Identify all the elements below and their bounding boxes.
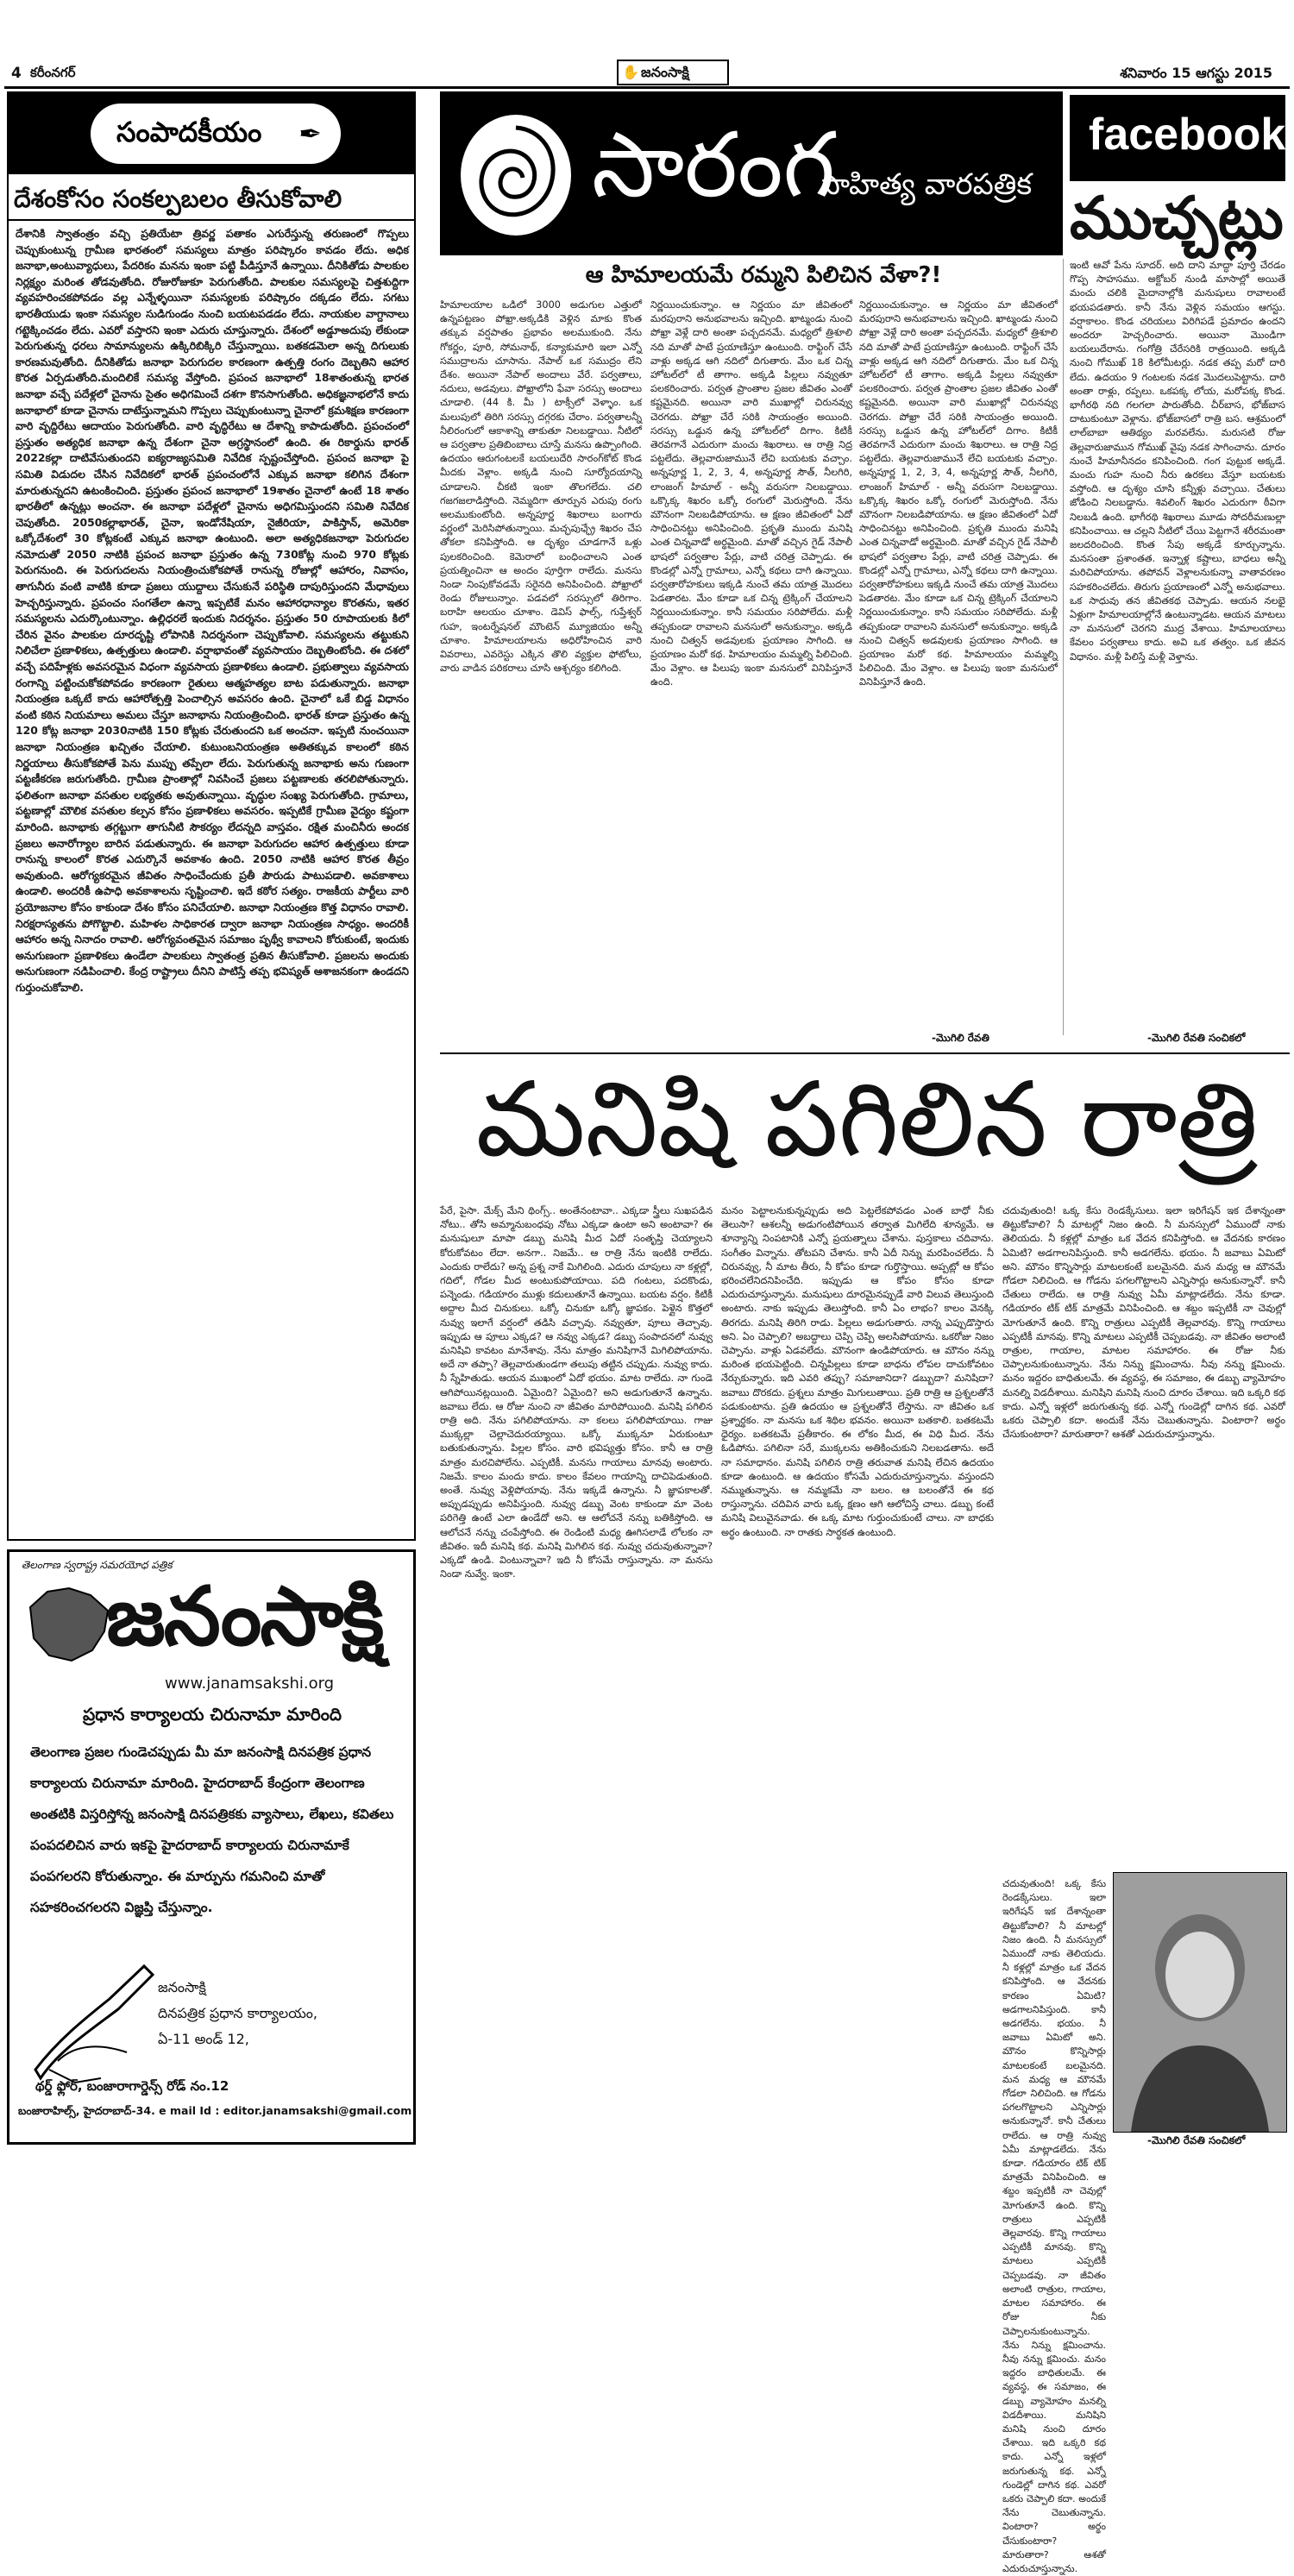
editorial-headline: దేశంకోసం సంకల్పబలం తీసుకోవాలి bbox=[14, 185, 342, 213]
notice-box bbox=[7, 1549, 416, 2145]
saranga-author: -మొగిలి రేవతి bbox=[932, 1032, 989, 1044]
notice-body: తెలంగాణ ప్రజల గుండెచప్పుడు మీ మా జనంసాక్షి దినపత్రిక ప్రధాన కార్యాలయ చిరునామా మారింది. హైదరాబాద్‌ కేంద్రంగా తెలంగాణ అంతటికి విస్తరిస్తోన్న జనంసాక్షి దినపత్రికకు వ్యాసాలు, లేఖలు, కవితలు పంపదలిచిన వారు ఇకపై హైదరాబాద్‌ కార్యాలయ చిరునామాకే పంపగలరని కోరుతున్నాం. ఈ మార్పును గమనించి మాతో సహకరించగలరని విజ్ఞప్తి చేస్తున్నాం. bbox=[30, 1744, 394, 1915]
editorial-label: సంపాదకీయం bbox=[116, 116, 262, 148]
masthead-title: జనంసాక్షి bbox=[641, 64, 689, 80]
notice-footer: బంజారాహిల్స్‌, హైదరాబాద్‌-34. e mail Id : editor.janamsakshi@gmail.com bbox=[18, 2104, 412, 2117]
facebook-author: -మొగిలి రేవతి సంచికలో bbox=[1147, 1032, 1246, 1044]
header-rule bbox=[4, 86, 1290, 89]
page-number: 4 bbox=[11, 65, 22, 82]
saranga-article-title: ఆ హిమాలయమే రమ్మని పిలిచిన వేళా?! bbox=[585, 262, 942, 288]
notice-title: ప్రధాన కార్యాలయ చిరునామా మారింది bbox=[82, 1704, 342, 1725]
saranga-col-3: నిర్ణయించుకున్నాం. ఆ నిర్ణయం మా జీవితంలో మరపురాని అనుభవాలను ఇచ్చింది. ఖాట్మండు నుంచి పోఖ్రా వెళ్లే దారి అంతా పచ్చదనమే. మధ్యలో త్రిశూలి నది మాతో పాటే ప్రయాణిస్తూ ఉంటుంది. రాఫ్టింగ్‌ చేసే వాళ్లు అక్కడ ఆగి నదిలో దిగుతారు. మేం ఒక చిన్న హోటల్‌లో టీ తాగాం. అక్కడి పిల్లలు నవ్వుతూ పలకరించారు. పర్వత ప్రాంతాల ప్రజల జీవితం ఎంతో కష్టమైనది. అయినా వారి ముఖాల్లో చిరునవ్వు చెరగదు. పోఖ్రా చేరే సరికి సాయంత్రం అయింది. సరస్సు ఒడ్డున ఉన్న హోటల్‌లో దిగాం. కిటికీ తెరవగానే ఎదురుగా మంచు శిఖరాలు. ఆ రాత్రి నిద్ర పట్టలేదు. తెల్లవారుజామునే లేచి బయటకు వచ్చాం. అన్నపూర్ణ 1, 2, 3, 4, అన్నపూర్ణ సౌత్‌, నీలగిరి, లాంజంగ్‌ హిమాల్‌ - అన్నీ వరుసగా నిలబడ్డాయి. ఒక్కొక్క శిఖరం ఒక్కో రంగులో మెరుస్తోంది. నేను మౌనంగా నిలబడిపోయాను. ఆ క్షణం జీవితంలో ఏదో సాధించినట్టు అనిపించింది. ప్రకృతి ముందు మనిషి ఎంత చిన్నవాడో అర్థమైంది. మాతో వచ్చిన గైడ్‌ నేపాలీ భాషలో పర్వతాల పేర్లు, వాటి చరిత్ర చెప్పాడు. ఈ కొండల్లో ఎన్నో గ్రామాలు, ఎన్నో కథలు దాగి ఉన్నాయి. పర్వతారోహకులు ఇక్కడి నుంచే తమ యాత్ర మొదలు పెడతారట. మేం కూడా ఒక చిన్న ట్రెక్కింగ్‌ చేయాలని నిర్ణయించుకున్నాం. కానీ సమయం సరిపోలేదు. మళ్లీ తప్పకుండా రావాలని మనసులో అనుకున్నాం. అక్కడి నుంచి చిత్వన్‌ అడవులకు ప్రయాణం సాగింది. ఆ ప్రయాణం మరో కథ. హిమాలయం మమ్మల్ని పిలిచింది. మేం వెళ్లాం. ఆ పిలుపు ఇంకా మనసులో వినిపిస్తూనే ఉంది. bbox=[859, 299, 1058, 688]
story-col-2: మనం పెట్టాలనుకున్నప్పుడు అది పెట్టలేకపోవడం ఎంత బాధో నీకు తెలుసా? ఆశలన్నీ అడుగంటిపోయిన తర్వాత మిగిలేది శూన్యమే. ఆ శూన్యాన్ని నింపటానికి ఎన్నో ప్రయత్నాలు చేశాను. పుస్తకాలు చదివాను. సంగీతం విన్నాను. తోటపని చేశాను. కానీ ఏదీ నిన్ను మరపించలేదు. నీ చిరునవ్వు, నీ మాట తీరు, నీ కోపం కూడా గుర్తొస్తాయి. అప్పట్లో ఆ కోపం భరించలేనిదనిపించేది. ఇప్పుడు ఆ కోపం కోసం కూడా ఎదురుచూస్తున్నాను. మనుషులు దూరమైనప్పుడే వారి విలువ తెలుస్తుంది అంటారు. నాకు ఇప్పుడు తెలుస్తోంది. కానీ ఏం లాభం? కాలం వెనక్కి తిరగదు. మనిషి తిరిగి రాడు. పిల్లలు అడుగుతారు. నాన్న ఎప్పుడొస్తారు అని. ఏం చెప్పాలి? అబద్ధాలు చెప్పి చెప్పి అలసిపోయాను. ఒకరోజు నిజం చెప్పాను. వాళ్లు ఏడవలేదు. మౌనంగా ఉండిపోయారు. ఆ మౌనం నన్ను మరింత భయపెట్టింది. చిన్నపిల్లలు కూడా బాధను లోపల దాచుకోవటం నేర్చుకున్నారు. ఇది ఎవరి తప్పు? సమాజానిదా? డబ్బుదా? మనిషిదా? జవాబు దొరకదు. ప్రశ్నలు మాత్రం మిగులుతాయి. ప్రతి రాత్రి ఆ ప్రశ్నలతోనే పడుకుంటాను. ప్రతి ఉదయం ఆ ప్రశ్నలతోనే లేస్తాను. నా జీవితం ఒక ప్రశ్నార్థకం. నా మనసు ఒక శిథిల భవనం. అయినా బతకాలి. బతకటమే ధైర్యం. బతకటమే ప్రతీకారం. ఈ లోకం మీద, ఈ విధి మీద. నేను ఓడిపోను. పగిలినా సరే, ముక్కలను అతికించుకుని నిలబడతాను. అదే నా సమాధానం. మనిషి పగిలిన రాత్రి తరువాత మనిషి లేచిన ఉదయం కూడా ఉంటుంది. ఆ ఉదయం కోసమే ఎదురుచూస్తున్నాను. వస్తుందని నమ్ముతున్నాను. ఆ నమ్మకమే నా బలం. ఆ బలంతోనే ఈ కథ రాస్తున్నాను. చదివిన వారు ఒక్క క్షణం ఆగి ఆలోచిస్తే చాలు. డబ్బు కంటే మనిషి విలువైనవాడు. ఈ ఒక్క మాట గుర్తుంచుకుంటే చాలు. నా బాధకు అర్థం ఉంటుంది. నా రాతకు సార్థకత ఉంటుంది. bbox=[721, 1205, 994, 1538]
telangana-map-icon bbox=[22, 1581, 116, 1668]
author-caption: -మొగిలి రేవతి సంచికలో bbox=[1147, 2134, 1246, 2146]
editorial-headline-rule bbox=[9, 219, 414, 221]
notice-logo: జనంసాక్షి bbox=[106, 1569, 383, 1664]
editorial-label-bar bbox=[9, 93, 414, 174]
address-line: థర్డ్‌ ఫ్లోర్‌, బంజారాగార్డెన్స్‌ రోడ్‌ నం.12 bbox=[35, 2078, 229, 2094]
notice-website: www.janamsakshi.org bbox=[165, 1674, 335, 1693]
story-col-3: చదువుతుంది! ఒక్క కేసు రెండక్కేసులు. ఇలా ఇరిగేషన్‌ ఇక దేశాన్నంతా తిట్టుకోవాలి? నీ మాటల్లో నిజం ఉంది. నీ మనస్సులో ఏముందో నాకు తెలియదు. నీ కళ్లల్లో మాత్రం ఒక వేదన కనిపిస్తోంది. ఆ వేదనకు కారణం ఏమిటి? అడగాలనిపిస్తుంది. కానీ అడగలేను. భయం. నీ జవాబు ఏమిటో అని. మౌనం కొన్నిసార్లు మాటలకంటే బలమైనది. మన మధ్య ఆ మౌనమే గోడలా నిలిచింది. ఆ గోడను పగలగొట్టాలని ఎన్నిసార్లు అనుకున్నానో. కానీ చేతులు రాలేదు. ఆ రాత్రి నువ్వు ఏమీ మాట్లాడలేదు. నేను కూడా. గడియారం టిక్‌ టిక్‌ మాత్రమే వినిపించింది. ఆ శబ్దం ఇప్పటికీ నా చెవుల్లో మోగుతూనే ఉంది. కొన్ని రాత్రులు ఎప్పటికీ తెల్లవారవు. కొన్ని గాయాలు ఎప్పటికీ మానవు. కొన్ని మాటలు ఎప్పటికీ చెప్పబడవు. నా జీవితం అలాంటి రాత్రుల, గాయాల, మాటల సమాహారం. ఈ రోజు నీకు చెప్పాలనుకుంటున్నాను. నేను నిన్ను క్షమించాను. నీవు నన్ను క్షమించు. మనం ఇద్దరం బాధితులమే. ఈ వ్యవస్థ, ఈ సమాజం, ఈ డబ్బు వ్యామోహం మనల్ని విడదీశాయి. మనిషిని మనిషి నుంచి దూరం చేశాయి. ఇది ఒక్కరి కథ కాదు. ఎన్నో ఇళ్లలో జరుగుతున్న కథ. ఎన్నో గుండెల్లో దాగిన కథ. ఎవరో ఒకరు చెప్పాలి కదా. అందుకే నేను చెబుతున్నాను. వింటారా? అర్థం చేసుకుంటారా? మారుతారా? ఆశతో ఎదురుచూస్తున్నాను. bbox=[1002, 1205, 1285, 1441]
story-headline: మనిషి పగిలిన రాత్రి bbox=[475, 1060, 1259, 1180]
facebook-body: ఇంటి ఆవో పేను సూదర్‌. అది దాని మాద్ధా పూర్తి చేరడం గొప్ప సాహసము. అక్టోబర్‌ నుండి మాసాల్లో అయితే మంచు చలికి మైదానాల్లోకి మనుషులు రావాలంటే భయపడతారు. కానీ నేను వెళ్లిన సమయం ఆగస్టు. వర్షాకాలం. కొండ చరియలు విరిగిపడే ప్రమాదం ఉందని అందరూ హెచ్చరించారు. అయినా మొండిగా బయలుదేరాను. గంగోత్రి చేరేసరికి రాత్రయింది. అక్కడి నుంచి గోముఖ్‌ 18 కిలోమీటర్లు. నడక తప్ప మరో దారి లేదు. ఉదయం 9 గంటలకు నడక మొదలుపెట్టాను. దారి అంతా రాళ్లు, రప్పలు. ఒకపక్క లోయ, మరోపక్క కొండ. భాగీరథి నది గలగలా పారుతోంది. చీర్‌బాస, భోజ్‌బాస దాటుకుంటూ వెళ్లాను. భోజ్‌బాసలో రాత్రి బస. ఆశ్రమంలో లాల్‌బాబా ఆతిథ్యం మరవలేను. మరుసటి రోజు తెల్లవారుజామున గోముఖ్‌ వైపు నడక సాగించాను. దూరం నుంచే హిమానీనదం కనిపించింది. గంగ పుట్టుక అక్కడే. మంచు గుహ నుంచి నీరు ఉరకలు వేస్తూ బయటకు వస్తోంది. ఆ దృశ్యం చూసి కన్నీళ్లు వచ్చాయి. చేతులు జోడించి నిలబడ్డాను. శివలింగ్‌ శిఖరం ఎదురుగా ఠీవిగా నిలబడి ఉంది. భాగీరథి శిఖరాలు మూడు సోదరీమణుల్లా కనిపించాయి. ఆ చల్లని నీటిలో చేయి పెట్టగానే శరీరమంతా జలదరించింది. కొంత సేపు అక్కడే కూర్చున్నాను. మనసంతా ప్రశాంతత. ఇన్నాళ్ల కష్టాలు, బాధలు అన్నీ మరిచిపోయాను. తపోవన్‌ వెళ్లాలనుకున్నా వాతావరణం సహకరించలేదు. తిరుగు ప్రయాణంలో ఎన్నో అనుభవాలు. ఒక సాధువు తన జీవితకథ చెప్పాడు. ఆయన నలభై ఏళ్లుగా హిమాలయాల్లోనే ఉంటున్నాడట. ఆయన మాటలు నా మనసులో చెరగని ముద్ర వేశాయి. హిమాలయాలు కేవలం పర్వతాలు కాదు. అవి ఒక తత్వం. ఒక జీవన విధానం. మళ్లీ పిలిస్తే మళ్లీ వెళ్తాను. bbox=[1070, 260, 1285, 663]
column-divider bbox=[1063, 259, 1064, 1035]
saranga-col-1: హిమాలయాల ఒడిలో 3000 అడుగుల ఎత్తులో ఉన్నపట్టణం పోఖ్రా.అక్కడికి వెళ్లిన మాకు కొంత తక్కువ వర్షపాతం ప్రభావం అలముకుంది. నేను గోకర్ణం, పూరి, సోమనాథ్‌, కన్యాకుమారి ఇలా ఎన్నో సముద్రాలను చూసాను. నేపాల్‌ ఒక సముద్రం లేని దేశం. అయినా నేపాల్‌ అందాలు వేరే. పర్వతాలు, నదులు, అడవులు. పోఖ్రాలోని ఫేవా సరస్సు అందాలు చూడాలి. (44 కి. మీ ) టాక్సీలో వెళ్ళాం. ఒక మలుపులో తిరిగి సరస్సు దగ్గరకు చేరాం. పర్వతాలన్నీ నీలిరంగులో ఆకాశాన్ని తాకుతూ నిలబడ్డాయి. నీటిలో ఆ పర్వతాల ప్రతిబింబాలు చూస్తే మనసు ఉప్పొంగింది. ఉదయం ఆరుగంటలకే బయలుదేరి సారంగ్‌కోట్‌ కొండ మీదకు వెళ్లాం. అక్కడి నుంచి సూర్యోదయాన్ని చూడాలని. చీకటి ఇంకా తొలగలేదు. చలి గజగజలాడిస్తోంది. నెమ్మదిగా తూర్పున ఎరుపు రంగు అలముకుంటోంది. అన్నపూర్ణ శిఖరాలు బంగారు వర్ణంలో మెరిసిపోతున్నాయి. మచ్ఛపుఛ్ఛ్రే శిఖరం చేప తోకలా కనిపిస్తోంది. ఆ దృశ్యం చూడగానే ఒళ్లు పులకరించింది. కెమెరాలో బంధించాలని ఎంత ప్రయత్నించినా ఆ అందం పూర్తిగా రాలేదు. మనసు నిండా నింపుకోవడమే సరైనది అనిపించింది. పోఖ్రాలో రెండు రోజులున్నాం. పడవలో సరస్సులో తిరిగాం. బరాహి ఆలయం చూశాం. డెవిస్‌ ఫాల్స్‌, గుప్తేశ్వర్‌ గుహ, ఇంటర్నేషనల్‌ మౌంటెన్‌ మ్యూజియం అన్నీ చూశాం. హిమాలయాలను అధిరోహించిన వారి వివరాలు, ఎవరెస్టు ఎక్కిన తొలి వ్యక్తుల ఫోటోలు, వారు వాడిన పరికరాలు చూసి ఆశ్చర్యం కలిగింది. bbox=[440, 299, 642, 675]
facebook-logo-text: facebook bbox=[1089, 110, 1286, 160]
pen-icon: ✒ bbox=[298, 117, 322, 150]
paper-masthead bbox=[617, 60, 729, 85]
address-line: ఏ-11 అండ్‌ 12, bbox=[158, 2031, 249, 2047]
story-col-3-tail: చదువుతుంది! ఒక్క కేసు రెండక్కేసులు. ఇలా ఇరిగేషన్‌ ఇక దేశాన్నంతా తిట్టుకోవాలి? నీ మాటల్లో నిజం ఉంది. నీ మనస్సులో ఏముందో నాకు తెలియదు. నీ కళ్లల్లో మాత్రం ఒక వేదన కనిపిస్తోంది. ఆ వేదనకు కారణం ఏమిటి? అడగాలనిపిస్తుంది. కానీ అడగలేను. భయం. నీ జవాబు ఏమిటో అని. మౌనం కొన్నిసార్లు మాటలకంటే బలమైనది. మన మధ్య ఆ మౌనమే గోడలా నిలిచింది. ఆ గోడను పగలగొట్టాలని ఎన్నిసార్లు అనుకున్నానో. కానీ చేతులు రాలేదు. ఆ రాత్రి నువ్వు ఏమీ మాట్లాడలేదు. నేను కూడా. గడియారం టిక్‌ టిక్‌ మాత్రమే వినిపించింది. ఆ శబ్దం ఇప్పటికీ నా చెవుల్లో మోగుతూనే ఉంది. కొన్ని రాత్రులు ఎప్పటికీ తెల్లవారవు. కొన్ని గాయాలు ఎప్పటికీ మానవు. కొన్ని మాటలు ఎప్పటికీ చెప్పబడవు. నా జీవితం అలాంటి రాత్రుల, గాయాల, మాటల సమాహారం. ఈ రోజు నీకు చెప్పాలనుకుంటున్నాను. నేను నిన్ను క్షమించాను. నీవు నన్ను క్షమించు. మనం ఇద్దరం బాధితులమే. ఈ వ్యవస్థ, ఈ సమాజం, ఈ డబ్బు వ్యామోహం మనల్ని విడదీశాయి. మనిషిని మనిషి నుంచి దూరం చేశాయి. ఇది ఒక్కరి కథ కాదు. ఎన్నో ఇళ్లలో జరుగుతున్న కథ. ఎన్నో గుండెల్లో దాగిన కథ. ఎవరో ఒకరు చెప్పాలి కదా. అందుకే నేను చెబుతున్నాను. వింటారా? అర్థం చేసుకుంటారా? మారుతారా? ఆశతో ఎదురుచూస్తున్నాను. bbox=[1002, 1878, 1106, 2574]
author-photo bbox=[1113, 1872, 1287, 2133]
address-line: దినపత్రిక ప్రధాన కార్యాలయం, bbox=[158, 2005, 318, 2021]
newspaper-logo-icon: ✋ bbox=[622, 64, 639, 80]
page-header bbox=[4, 56, 1290, 91]
section-name: కరీంనగర్ bbox=[30, 65, 76, 80]
facebook-logo bbox=[1070, 95, 1285, 181]
facebook-heading: ముచ్చట్లు bbox=[1070, 185, 1284, 253]
issue-date: శనివారం 15 ఆగస్టు 2015 bbox=[1120, 65, 1272, 81]
editorial-body: దేశానికి స్వాతంత్రం వచ్చి ప్రతియేటా త్రివర్ణ పతాకం ఎగురేస్తున్న తరుణంలో గొప్పలు చెప్పుకుంటున్న గ్రామీణ భారతంలో సమస్యలు మాత్రం పరిష్కారం కావడం లేదు. అధిక జనాభా,అంటువ్యాధులు, పేదరికం మనను ఇంకా పట్టి పీడిస్తూనే ఉన్నాయి. దీనికితోడు పాలకుల నిర్లక్ష్యం మరింత తోడవుతోంది. రోజురోజుకూ పెరుగుతోంది. పాలకుల సమస్యలపై చిత్తశుద్దిగా వ్యవహరించకపోవడం వల్ల ఎన్నేళ్ళయినా సమస్యలకు పరిష్కారం దక్కడం లేదు. సగటు భారతీయుడు ఇంకా సమస్యల సుడిగుండం నుంచి బయటపడడం లేదు. నాయకుల వాగ్దానాలు గట్టెక్కించడం లేదు. ఎవరో వస్తారని ఇంకా ఎదురు చూస్తున్నారు. దేశంలో అడ్డూఅదుపు లేకుండా పెరుగుతున్న ధరలు సామాన్యులను ఉక్కిరిబిక్కిరి చేస్తున్నాయి. బతకడమెలా అన్న దిగులుకు కారణమవుతోంది. దీనికితోడు జనాభా పెరుగుదల కారణంగా ఉత్పత్తి రంగం దెబ్బతిని ఆహార కొరత ఏర్పడుతోంది.మందిలికే సమస్య వేస్తోంది. ప్రపంచ జనాభాలో 18శాతంతున్న భారత జనాభా వచ్చే పదేళ్లలో చైనాను సైతం అధిగమించే దశగా కొనసాగుతోంది. అధికజ్ఞనాభలోనే కాదు జనాభాలో కూడా చైనాను దాటేస్తున్నామని గొప్పలు చెప్పుకుంటున్నా చైనాలో క్రమశిక్షణ కారణంగా వారి వృద్దిరేటు ఆదాయం పెరుగుతోంది. వారి వృద్ధిరేటు ఆ దేశాన్ని కాపాడుతోంది. ప్రపంచంలో ప్రస్తుతం అత్యధిక జనాభా ఉన్న దేశంగా చైనా అగ్రస్థానంలో ఉంది. ఈ రికార్డును భారత్‌ 2022కల్లా దాటివేసుతుందని ఐక్యరాజ్యసమితి నివేదిక స్పష్టంచేస్తోంది. ప్రపంచ జనాభా పై సమితి విడుదల చేసిన నివేదికలో భారత్‌ ప్రపంచంలోనే ఎక్కువ జనాభా కలిగిన దేశంగా మారుతున్నదని ఉటంకించింది. ప్రస్తుతం ప్రపంచ జనాభాలో 19శాతం చైనాలో ఉంటే 18 శాతం భారతీలో ఉన్నట్లు అంచనా. ఈ జనాభా పదేళ్లలో చైనాను అధిగమిస్తుందని సమితి నివేదిక చెపుతోంది. 2050కల్లాభారత్‌, చైనా, ఇండోనేషియా, నైజీరియా, పాకిస్తాన్‌, అమెరికా ఒక్కోదేశంలో 30 కోట్లకంటే ఎక్కువ జనాభా ఉంటుంది. అలా అత్యధికజనాభా పెరుగుదల నమోదుతో 2050 నాటికి ప్రపంచ జనాభా ప్రస్తుతం ఉన్న 730కోట్ల నుంచి 970 కోట్లకు పెరుగనుంది. ఈ పెరుగుదలను నియంత్రించుకోకపోతే రానున్న రోజుల్లో ఆహారం, నివాసం, తాగునీరు వంటి వాటికి కూడా ప్రజలు యుద్దాలు చేసుకునే పరిస్థితి దాపురిస్తుందని మేధావులు హెచ్చరిస్తున్నారు. ప్రపంచం సంగతేలా ఉన్నా ఇప్పటికే మనం ఆహారధాన్యాల కొరతను, ఇతర సమస్యలను ఎదుర్కొంటున్నాం. ఉల్లిధరలే ఇందుకు నిదర్శనం. ప్రస్తుతం 50 రూపాయలకు కిలో చేరిన వైనం పాలకుల దూరదృష్టి లోపానికి నిదర్శనంగా చెప్పుకోవాలి. సమస్యలను తట్టుకుని నిలిచేలా ప్రణాళికలు, ఉత్పత్తులు ఉండాలి. వర్షాభావంతో వ్యవసాయం దెబ్బతింటోంది. ఈ దశలో వచ్చే పదిహేళ్లకు అవసరమైన విధంగా వ్యవసాయ ప్రణాళికలు ఉండాలి. ప్రభుత్వాలు వ్యవసాయ రంగాన్ని పట్టించుకోకపోవడం కారణంగా రైతులు ఆత్మహత్యల బాట పడుతున్నారు. జనాభా నియంత్రణ ఒక్కటే కాదు ఆహారోత్పత్తి పెంచాల్సిన అవసరం ఉంది. చైనాలో ఒకే బిడ్డ విధానం వంటి కఠిన నియమాలు అమలు చేస్తూ జనాభాను నియంత్రించింది. భారత్‌ కూడా ప్రస్తుతం ఉన్న 120 కోట్ల జనాభా 2030నాటికి 150 కోట్లకు చేరుతుందని ఒక అంచనా. ఇప్పటి నుంచయినా జనాభా నియంత్రణ ఖచ్చితం చేయాలి. కుటుంబనియంత్రణ అతితక్కువ కాలంలో కఠిన నిర్ణయాలు తీసుకోకపోతే పెను ముప్పు తప్పేలా లేదు. పెరుగుతున్న జనాభాకు అను గుణంగా పట్టణీకరణ జరుగుతోంది. గ్రామీణ ప్రాంతాల్లో నివసించే ప్రజలు పట్టణాలకు తరలిపోతున్నారు. ఫలితంగా జనాభా వసతుల లభ్యతకు అవుతున్నాయి. వృద్ధుల సంఖ్య పెరుగుతోంది. గ్రామాలు, పట్టణాల్లో మౌలిక వసతుల కల్పన కోసం ప్రణాళికలు అవసరం. ఇప్పటికే గ్రామీణ వైద్యం కష్టంగా మారింది. జనాభాకు తగ్గట్టుగా తాగునీటి సౌకర్యం లేదన్నది వాస్తవం. రక్షిత మంచినీరు అందక ప్రజలు అనారోగ్యాల బారిన పడుతున్నారు. ఈ జనాభా పెరుగుదల ఆహార ఉత్పత్తులు కూడా రానున్న కాలంలో కొరత ఎదుర్కొనే అవకాశం ఉంది. 2050 నాటికి ఆహార కొరత తీవ్రం అవుతుంది. ఆరోగ్యకరమైన జీవితం సాధించేందుకు ప్రతీ పౌరుడు పాటుపడాలి. అవకాశాలు ఉండాలి. అందరికీ ఉపాధి అవకాశాలను సృష్టించాలి. ఇదే కఠోర సత్యం. రాజకీయ పార్టీలు వారి ప్రయోజనాల కోసం కాకుండా దేశం కోసం పనిచేయాలి. జనాభా నియంత్రణ కొత్త విధానం రావాలి. నిరక్షరాస్యతను పోగొట్టాలి. మహిళల సాధికారత ద్వారా జనాభా నియంత్రణ సాధ్యం. అందరికీ ఆహారం అన్న నినాదం రావాలి. ఆరోగ్యవంతమైన సమాజం పృథ్వీ కావాలని కోరుకుంటే, ఇందుకు అనుగుణంగా ప్రణాళికలు ఉండేలా పాలకులు స్వాతంత్ర ప్రతిన తీసుకోవాలి. ప్రజలను అందుకు అనుగుణంగా నడిపించాలి. కేంద్ర రాష్ట్రాలు దీనిని పాటిస్తే తప్ప భవిష్యత్‌ ఆశాజనకంగా ఉండదని గుర్తుంచుకోవాలి. bbox=[16, 227, 409, 994]
spiral-logo-icon bbox=[455, 110, 576, 240]
editorial-box bbox=[7, 91, 416, 1541]
author-portrait-icon bbox=[1114, 1873, 1286, 2132]
saranga-title: సారంగ bbox=[592, 112, 836, 217]
story-col-1: పేరే, పైసా. మేక్స్‌ మేని థింగ్స్‌.. అంతేనంటావా.. ఎక్కడా స్త్రీలు సుఖపడిన నోటు.. తోసి అమ్మానుబంధపు నోటు ఎక్కడా ఉంటా అని అంటావా? ఈ మనుషులూ మాపా డబ్బు మనిషి మీద ఏదో సంతృప్తి చెయ్యాలని కోరుకోవటం లేదా. అనగా.. నిజమే.. ఆ రాత్రి నేను ఇంటికి రాలేదు. ఎందుకు రాలేదు? అన్న ప్రశ్న నాకే మిగిలింది. ఎదురు చూపులు నా కళ్లల్లో, గదిలో, గోడల మీద అంటుకుపోయాయి. పది గంటలు, పదకొండు, పన్నెండు. గడియారం ముళ్లు కదులుతూనే ఉన్నాయి. బయట వర్షం. కిటికీ అద్దాల మీద చినుకులు. ఒక్కో చినుకూ ఒక్కో జ్ఞాపకం. పెళ్లైన కొత్తలో నువ్వు ఇలాగే వర్షంలో తడిసి వచ్చావు. నవ్వుతూ, పూలు తెచ్చావు. ఇప్పుడు ఆ పూలు ఎక్కడ? ఆ నవ్వు ఎక్కడ? డబ్బు సంపాదనలో నువ్వు మనిషివి కావటం మానేశావు. నేను మాత్రం మనిషిగానే మిగిలిపోయాను. అదే నా తప్పా? తెల్లవారుతుండగా తలుపు తట్టిన చప్పుడు. నువ్వు కాదు. నీ స్నేహితుడు. ఆయన ముఖంలో ఏదో భయం. మాట రాలేదు. నా గుండె ఆగిపోయినట్లయింది. ఏమైంది? ఏమైంది? అని అడుగుతూనే ఉన్నాను. జవాబు లేదు. ఆ రోజు నుంచి నా జీవితం మారిపోయింది. మనిషి పగిలిన రాత్రి అది. నేను పగిలిపోయాను. నా కలలు పగిలిపోయాయి. గాజు ముక్కల్లా చెల్లాచెదురయ్యాయి. ఒక్కో ముక్కనూ ఏరుకుంటూ బతుకుతున్నాను. పిల్లల కోసం. వారి భవిష్యత్తు కోసం. కానీ ఆ రాత్రి మాత్రం మరచిపోలేను. ఎప్పటికీ. మనసు గాయాలు మానవు అంటారు. నిజమే. కాలం మందు కాదు. కాలం కేవలం గాయాన్ని దాచిపెడుతుంది. అంతే. నువ్వు వెళ్లిపోయావు. నేను ఇక్కడే ఉన్నాను. నీ జ్ఞాపకాలతో. అప్పుడప్పుడు అనిపిస్తుంది. నువ్వు డబ్బు వెంట కాకుండా మా వెంట పరిగెత్తి ఉంటే ఎలా ఉండేదో అని. ఆ ఆలోచనే నన్ను బతికిస్తోంది. ఆ ఆలోచనే నన్ను చంపేస్తోంది. ఈ రెండింటి మధ్య ఊగిసలాడే లోలకం నా జీవితం. ఇదీ మనిషి కథ. మనిషి మిగిలిన కథ. నువ్వు చదువుతున్నావా? ఎక్కడో ఉండి. వింటున్నావా? ఇది నీ కోసమే రాస్తున్నాను. నా మనసు నిండా నువ్వే. ఇంకా. bbox=[440, 1205, 713, 1580]
saranga-col-2: నిర్ణయించుకున్నాం. ఆ నిర్ణయం మా జీవితంలో మరపురాని అనుభవాలను ఇచ్చింది. ఖాట్మండు నుంచి పోఖ్రా వెళ్లే దారి అంతా పచ్చదనమే. మధ్యలో త్రిశూలి నది మాతో పాటే ప్రయాణిస్తూ ఉంటుంది. రాఫ్టింగ్‌ చేసే వాళ్లు అక్కడ ఆగి నదిలో దిగుతారు. మేం ఒక చిన్న హోటల్‌లో టీ తాగాం. అక్కడి పిల్లలు నవ్వుతూ పలకరించారు. పర్వత ప్రాంతాల ప్రజల జీవితం ఎంతో కష్టమైనది. అయినా వారి ముఖాల్లో చిరునవ్వు చెరగదు. పోఖ్రా చేరే సరికి సాయంత్రం అయింది. సరస్సు ఒడ్డున ఉన్న హోటల్‌లో దిగాం. కిటికీ తెరవగానే ఎదురుగా మంచు శిఖరాలు. ఆ రాత్రి నిద్ర పట్టలేదు. తెల్లవారుజామునే లేచి బయటకు వచ్చాం. అన్నపూర్ణ 1, 2, 3, 4, అన్నపూర్ణ సౌత్‌, నీలగిరి, లాంజంగ్‌ హిమాల్‌ - అన్నీ వరుసగా నిలబడ్డాయి. ఒక్కొక్క శిఖరం ఒక్కో రంగులో మెరుస్తోంది. నేను మౌనంగా నిలబడిపోయాను. ఆ క్షణం జీవితంలో ఏదో సాధించినట్టు అనిపించింది. ప్రకృతి ముందు మనిషి ఎంత చిన్నవాడో అర్థమైంది. మాతో వచ్చిన గైడ్‌ నేపాలీ భాషలో పర్వతాల పేర్లు, వాటి చరిత్ర చెప్పాడు. ఈ కొండల్లో ఎన్నో గ్రామాలు, ఎన్నో కథలు దాగి ఉన్నాయి. పర్వతారోహకులు ఇక్కడి నుంచే తమ యాత్ర మొదలు పెడతారట. మేం కూడా ఒక చిన్న ట్రెక్కింగ్‌ చేయాలని నిర్ణయించుకున్నాం. కానీ సమయం సరిపోలేదు. మళ్లీ తప్పకుండా రావాలని మనసులో అనుకున్నాం. అక్కడి నుంచి చిత్వన్‌ అడవులకు ప్రయాణం సాగింది. ఆ ప్రయాణం మరో కథ. హిమాలయం మమ్మల్ని పిలిచింది. మేం వెళ్లాం. ఆ పిలుపు ఇంకా మనసులో వినిపిస్తూనే ఉంది. bbox=[650, 299, 852, 688]
address-line: జనంసాక్షి bbox=[158, 1979, 206, 1995]
hand-pen-icon bbox=[23, 1957, 161, 2087]
notice-address bbox=[158, 1975, 408, 2052]
editorial-label-bubble bbox=[91, 104, 341, 164]
notice-tagline: తెలంగాణ స్వరాష్ట్ర సమరయోధ పత్రిక bbox=[22, 1559, 173, 1571]
map-shape bbox=[30, 1588, 108, 1661]
saranga-banner bbox=[440, 91, 1063, 255]
saranga-subtitle: సాహిత్య వారపత్రిక bbox=[820, 167, 1033, 202]
